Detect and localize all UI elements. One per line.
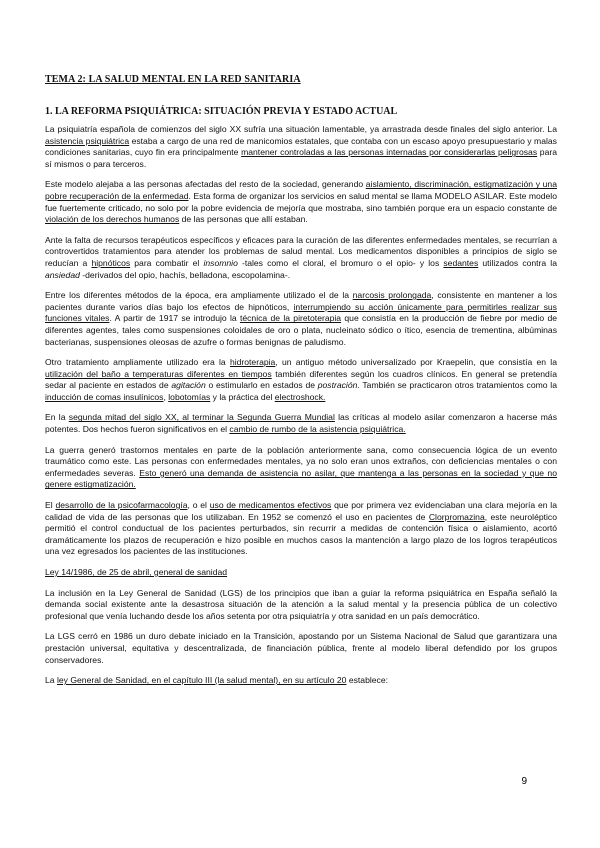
page-title: TEMA 2: LA SALUD MENTAL EN LA RED SANITARIA	[45, 74, 301, 85]
underlined-text: interrumpiendo su acción únicamente para permitirles realizar sus funciones vitales	[45, 301, 557, 324]
text-run: ,	[163, 391, 169, 402]
text-run: La guerra generó trastornos mentales en parte de la población anteriormente sana, como consecuencia lógica de un evento traumático como este. Las personas con enfermedades mentales, ya no solo eran unos extraños, con deficiencias mentales o con enfermedades severas.	[45, 444, 557, 478]
text-run: . A partir de 1917 se introdujo la	[109, 313, 240, 324]
law-heading: Ley 14/1986, de 25 de abril, general de sanidad	[45, 567, 228, 577]
underlined-text: técnica de la piretoterapia	[239, 313, 342, 324]
underlined-text: violación de los derechos humanos	[45, 214, 180, 225]
text-run: , este neuroléptico permitió el control conductual de los pacientes perturbados, sin recurrir a medidas de contención física o aislamiento, acortó dramáticamente los plazos de recuperación e hizo posible en muchos casos la mantención a largo plazo de los logros terapéuticos una vez egresados los pacientes de las instituciones.	[45, 511, 558, 557]
underlined-text: inducción de comas insulínicos	[45, 391, 164, 402]
paragraph	[45, 500, 557, 558]
underlined-text: uso de medicamentos efectivos	[209, 500, 332, 511]
italic-text: ansiedad	[45, 269, 80, 280]
page-number: 9	[521, 776, 527, 787]
underlined-text: Esto generó una demanda de asistencia no asilar, que mantenga a las personas en la sociedad y que no genere estigmatización.	[45, 467, 557, 490]
paragraph	[45, 631, 557, 666]
paragraph	[45, 445, 557, 491]
underlined-text: narcosis prolongada	[352, 290, 432, 301]
italic-text: insomnio	[203, 257, 238, 268]
underlined-text: utilización del baño a temperaturas diferentes en tiempos	[45, 368, 272, 379]
underlined-text: ley General de Sanidad, en el capítulo III (la salud mental), en su artículo 20	[56, 675, 347, 686]
text-run: La psiquiatría española de comienzos del siglo XX sufría una situación lamentable, ya arrastrada desde finales del siglo anterior. La	[45, 124, 557, 134]
underlined-text: Clorpromazina	[428, 511, 485, 522]
text-run: Este modelo alejaba a las personas afectadas del resto de la sociedad, generando	[45, 179, 366, 190]
paragraph	[45, 412, 557, 435]
text-run: El	[45, 500, 56, 511]
text-run: que consistía en la producción de fiebre por medio de diferentes agentes, tales como suspensiones coloidales de oro o plata, nucleinato sódico o ítico, esencia de trementina, albúminas bacterianas, suspensiones oleosas de azufre o formas benignas de paludismo.	[45, 313, 558, 347]
text-run: -tales como el cloral, el bromuro o el opio- y los	[237, 257, 444, 268]
text-run: En la	[45, 412, 69, 423]
section-heading: 1. LA REFORMA PSIQUIÁTRICA: SITUACIÓN PREVIA Y ESTADO ACTUAL	[45, 106, 398, 117]
text-run: que por primera vez evidenciaban una clara mejoría en la calidad de vida de las personas que los utilizaban. En 1952 se comenzó el uso en pacientes de	[45, 500, 557, 522]
underlined-text: desarrollo de la psicofarmacología	[55, 500, 188, 511]
text-run: . Esta forma de organizar los servicios en salud mental se llama MODELO ASILAR. Este modelo fue fuertemente criticado, no solo por la pobre evidencia de mejoría que mostraba, sino también porque era un espacio constante de	[45, 190, 557, 213]
text-run: también diferentes según los cuadros clínicos. En general se pretendía sedar al paciente en estados de	[45, 368, 557, 391]
underlined-text: hidroterapia	[229, 357, 276, 368]
paragraph	[45, 124, 557, 170]
italic-text: agitación	[171, 380, 206, 391]
paragraph	[45, 290, 557, 348]
text-run: las críticas al modelo asilar comenzaron a hacerse más potentes. Dos hechos fueron significativos en el	[45, 412, 557, 435]
underlined-text: aislamiento, discriminación, estigmatización y una pobre recuperación de la enfermedad	[45, 179, 557, 201]
underlined-text: mantener controladas a las personas internadas por considerarlas peligrosas	[241, 147, 538, 158]
text-run: La inclusión en la Ley General de Sanidad (LGS) de los principios que iban a guiar la reforma psiquiátrica en España señaló la demanda social existente ante la desastrosa situación de la atención a la salud mental y la presencia pública de un colectivo profesional que venía luchando desde los años setenta por otra psiquiatría y otra sanidad en un país democrático.	[45, 587, 557, 621]
underlined-text: electroshock.	[274, 391, 326, 402]
underlined-text: asistencia psiquiátrica	[45, 135, 130, 146]
text-run: La LGS cerró en 1986 un duro debate iniciado en la Transición, apostando por un Sistema Nacional de Salud que garantizara una prestación universal, equitativa y descentralizada, de financiación pública, frente al modelo liberal defendido por los grupos conservadores.	[45, 631, 557, 665]
paragraph	[45, 675, 557, 687]
text-run: . También se practicaron otros tratamientos como la	[357, 380, 557, 391]
italic-text: postración	[317, 380, 358, 391]
underlined-text: lobotomías	[168, 391, 211, 402]
text-run: , o el	[187, 500, 210, 511]
underlined-text: cambio de rumbo de la asistencia psiquiátrica.	[229, 424, 406, 435]
underlined-text: sedantes	[443, 257, 479, 268]
text-run: para combatir el	[130, 257, 204, 268]
text-run: La	[45, 675, 57, 686]
paragraph	[45, 235, 557, 281]
text-run: utilizados contra la	[478, 257, 557, 268]
text-run: establece:	[346, 675, 389, 686]
text-run: Ante la falta de recursos terapéuticos específicos y eficaces para la curación de las diferentes enfermedades mentales, se recurrían a controvertidos tratamientos para atender los problemas de salud mental. Los medicamentos disponibles a principios de siglo se reducían a	[45, 234, 557, 268]
text-run: de las personas que allí estaban.	[179, 214, 308, 225]
underlined-text: segunda mitad del siglo XX, al terminar la Segunda Guerra Mundial	[68, 412, 335, 423]
underlined-text: hipnóticos	[91, 257, 131, 268]
body-paragraphs	[45, 124, 557, 558]
text-run: y la práctica del	[210, 391, 275, 402]
text-run: , consistente en mantener a los pacientes durante varios días bajo los efectos de hipnóticos,	[45, 290, 557, 312]
paragraph	[45, 357, 557, 403]
text-run: estaba a cargo de una red de manicomios estatales, que contaba con un escaso apoyo presupuestario y malas condiciones sanitarias, cuyo fin era principalmente	[45, 135, 557, 158]
law-paragraphs	[45, 588, 557, 687]
paragraph	[45, 179, 557, 225]
text-run: o estimularlo en estados de	[205, 380, 318, 391]
text-run: para sí mismos o para terceros.	[45, 147, 557, 169]
paragraph	[45, 588, 557, 623]
text-run: Entre los diferentes métodos de la época, era ampliamente utilizado el de la	[45, 290, 353, 301]
text-run: , un antiguo método universalizado por Kraepelin, que consistía en la	[275, 357, 557, 368]
text-run: -derivados del opio, hachís, belladona, escopolamina-.	[79, 269, 291, 280]
text-run: Otro tratamiento ampliamente utilizado era la	[45, 357, 230, 368]
